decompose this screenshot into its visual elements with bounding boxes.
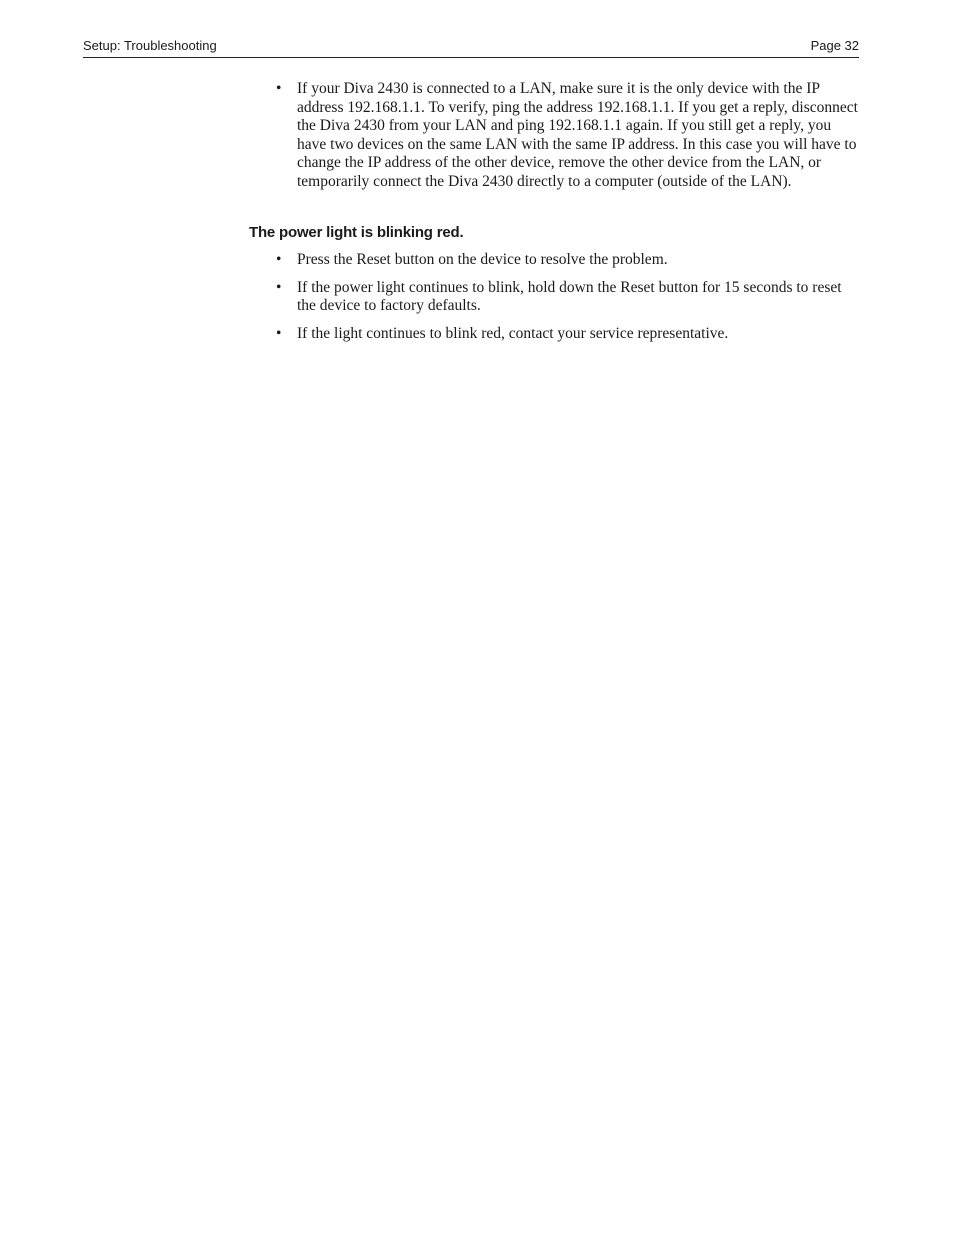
header-section-title: Setup: Troubleshooting	[83, 38, 217, 53]
list-item-text: If the power light continues to blink, hold down the Reset button for 15 seconds to reset the device to factory defaults.	[297, 278, 842, 315]
page-header	[83, 37, 859, 58]
intro-bullet-list	[249, 80, 859, 192]
section-bullet-list	[249, 251, 859, 343]
header-page-number: Page 32	[810, 38, 859, 53]
bullet-icon: •	[276, 251, 282, 269]
list-item	[249, 279, 859, 316]
list-item-text: If your Diva 2430 is connected to a LAN, make sure it is the only device with the IP address 192.168.1.1. To verify, ping the address 192.168.1.1. If you get a reply, disconnect the Diva 2430 from your LAN and ping 192.168.1.1 again. If you still get a reply, you have two devices on the same LAN with the same IP address. In this case you will have to change the IP address of the other device, remove the other device from the LAN, or temporarily connect the Diva 2430 directly to a computer (outside of the LAN).	[297, 80, 858, 190]
page-content	[249, 80, 859, 353]
list-item	[249, 80, 859, 192]
list-item	[249, 325, 859, 344]
list-item-text: If the light continues to blink red, contact your service representative.	[297, 324, 729, 342]
bullet-icon: •	[276, 324, 282, 342]
list-item	[249, 251, 859, 270]
bullet-icon: •	[276, 278, 282, 296]
section-heading: The power light is blinking red.	[249, 223, 464, 241]
list-item-text: Press the Reset button on the device to resolve the problem.	[297, 251, 668, 269]
bullet-icon: •	[276, 80, 282, 97]
